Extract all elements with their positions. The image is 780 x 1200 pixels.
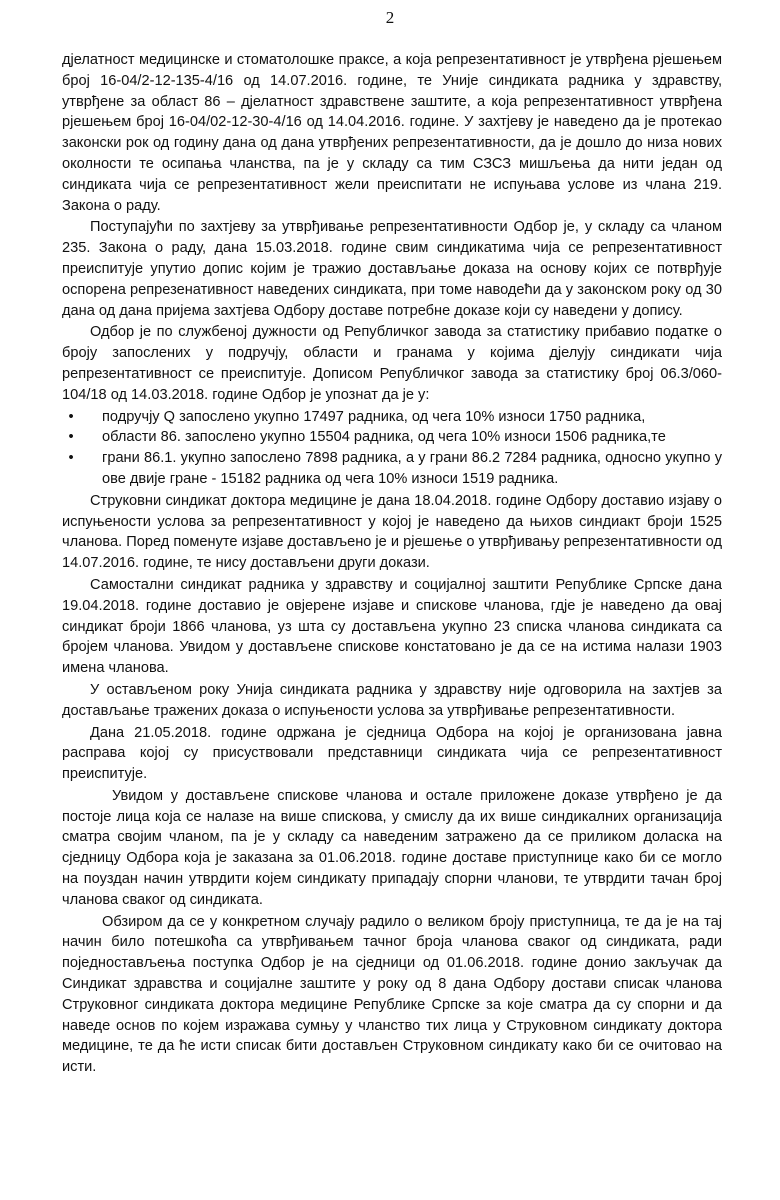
list-item-text: подручју Q запослено укупно 17497 радника, од чега 10% износи 1750 радника, [102,408,646,425]
paragraph: У остављеном року Унија синдиката радника у здравству није одговорила на захтјев за достављање тражених доказа о испуњености услова за утврђивање репрезентативности. [62,681,722,719]
paragraph: Самостални синдикат радника у здравству и социјалној заштити Републике Српске дана 19.04.2018. године доставио је овјерене изјаве и спискове чланова, гдје је наведено да овај синдикат броји 1866 чланова, уз шта су достављена укупно 23 списка чланова синдиката са бројем чланова. Увидом у достављене спискове констатовано је да се на истима налази 1903 имена чланова. [62,576,722,677]
paragraph: Одбор је по службеној дужности од Републичког завода за статистику прибавио податке о броју запослених у подручју, области и гранама у којима дјелују синдикати чија репрезентативност се преиспитује. Дописом Републичког завода за статистику број 06.3/060-104/18 од 14.03.2018. године Одбор је упознат да је у: [62,324,722,403]
list-item [62,448,722,490]
employment-list [62,407,722,490]
page-number: 2 [385,8,395,27]
bullet-icon: • [68,408,74,425]
list-item-text: области 86. запослено укупно 15504 радника, од чега 10% износи 1506 радника,те [102,429,666,446]
paragraph: Струковни синдикат доктора медицине је дана 18.04.2018. године Одбору доставио изјаву о испуњености услова за репрезентативност у којој је наведено да њихов синдиакт броји 1525 чланова. Поред поменуте изјаве достављено је и рјешење о утврђивању репрезентативности од 14.07.2016. године, те нису достављени други докази. [62,492,722,572]
bullet-icon: • [68,429,74,446]
paragraph: Увидом у достављене спискове чланова и остале приложене доказе утврђено је да постоје лица која се налазе на више спискова, у смислу да их више синдикалних организација сматра својим чланом, па је у складу са наведеним затражено да се приликом доласка на сједницу Одбора која је заказана за 01.06.2018. године доставе приступнице како би се могло на поуздан начин утврдити којем синдикату припадају спорни чланови, те утврдити тачан број чланова сваког од синдиката. [62,787,722,908]
bullet-icon: • [68,450,74,467]
paragraph: Дана 21.05.2018. године одржана је сједница Одбора на којој је организована јавна расправа којој су присуствовали представници синдиката чија се репрезентативност преиспитује. [62,724,722,783]
list-item-text: грани 86.1. укупно запослено 7898 радника, а у грани 86.2 7284 радника, односно укупно у ове двије гране - 15182 радника од чега 10% износи 1519 радника. [102,450,722,487]
paragraph: Обзиром да се у конкретном случају радило о великом броју приступница, те да је на тај начин било потешкоћа са утврђивањем тачног броја чланова сваког од синдиката, ради појeдностављења поступка Одбор је на сједници од 01.06.2018. године донио закључак да Синдикат здравства и социјалне заштите у року од 8 дана Одбору достави списак чланова Струковног синдиката доктора медицине Републике Српске за које сматра да су спорни и да наведе основ по којем изражава сумњу у чланство тих лица у Струковном синдикату доктора медицине, те да ће исти списак бити достављен Струковном синдикату како би се очитовао на исти. [62,913,722,1076]
paragraph: дјелатност медицинске и стоматолошке праксе, а која репрезентативност је утврђена рјешењем број 16-04/2-12-135-4/16 од 14.07.2016. године, те Уније синдиката радника у здравству, утврђене за област 86 – дјелатност здравствене заштите, а која репрезентативност утврђена рјешењем број 16-04/02-12-30-4/16 од 14.04.2016. године. У захтјеву је наведено да је протекао законски рок од годину дана од дана утврђених репрезентативности, да је дошло до низа нових околности те осипања чланства, па је у складу са тим СЗСЗ мишљења да нити један од синдиката чија се репрезентативност жели преиспитати не испуњава услове из члана 219. Закона о раду. [62,52,722,214]
paragraph: Поступајући по захтјеву за утврђивање репрезентативности Одбор је, у складу са чланом 235. Закона о раду, дана 15.03.2018. године свим синдикатима чија се репрезентативност преиспитује упутио допис којим је тражио достављање доказа на основу којих се потврђује оспорена репрезенативност наведених синдиката, при томе наводећи да у законском року од 30 дана од дана пријема захтјева Одбору доставе потребне доказе који су наведени у допису. [62,219,722,319]
list-item [62,427,722,448]
list-item [62,407,722,428]
document-body [62,50,722,1079]
